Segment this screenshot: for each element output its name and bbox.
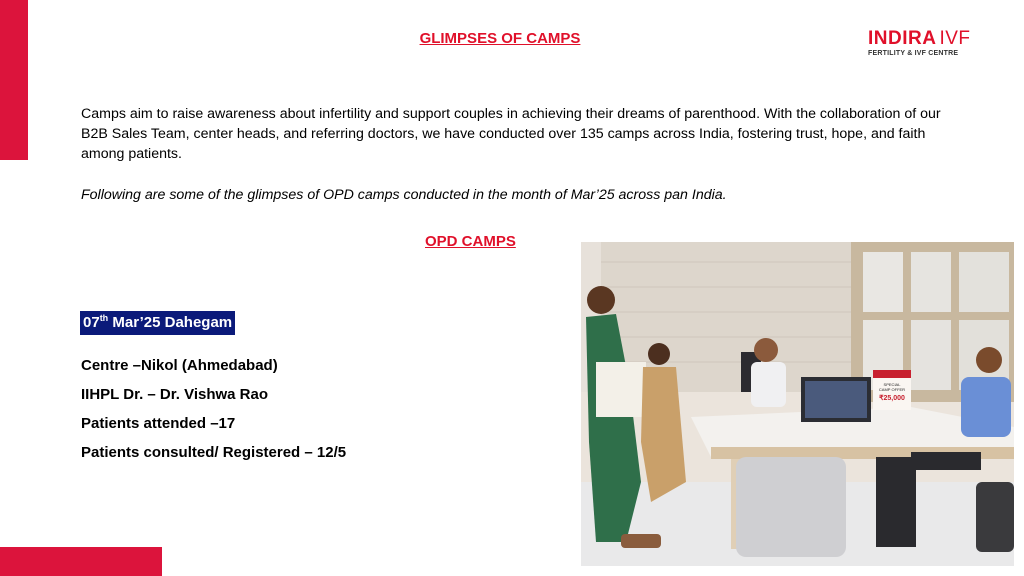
camp-date-location: Mar’25 Dahegam [108,314,233,331]
camp-details [81,356,346,472]
section-title: OPD CAMPS [425,233,516,250]
camp-centre: Centre –Nikol (Ahmedabad) [81,357,278,374]
camp-date-day: 07 [83,314,100,331]
page-title: GLIMPSES OF CAMPS [419,30,581,47]
poster-line2: CAMP OFFER [878,387,906,392]
bottom-accent-bar [0,547,162,576]
left-accent-bar [0,0,28,160]
logo-tagline: FERTILITY & IVF CENTRE [868,50,959,57]
camp-photo [581,242,1014,566]
camp-doctor: IIHPL Dr. – Dr. Vishwa Rao [81,386,269,403]
camp-patients-consulted: Patients consulted/ Registered – 12/5 [81,444,347,461]
poster-amount: ₹25,000 [879,395,905,402]
camp-patients-attended: Patients attended –17 [81,415,236,432]
camp-date-suffix: th [99,313,109,323]
intro-italic-line: Following are some of the glimpses of OPD camps conducted in the month of Mar’25 across pan India. [81,187,727,203]
indira-ivf-logo [868,29,998,57]
logo-brand-text: INDIRA [868,28,937,49]
intro-paragraph: Camps aim to raise awareness about infertility and support couples in achieving their dreams of parenthood. With the collaboration of our B2B Sales Team, center heads, and referring doctors, we have conducted over 135 camps across India, fostering trust, hope, and faith among patients. [81,106,941,162]
camp-date-highlight [80,311,235,335]
logo-ivf-text: IVF [939,28,971,49]
poster-line1: SPECIAL [883,382,901,387]
